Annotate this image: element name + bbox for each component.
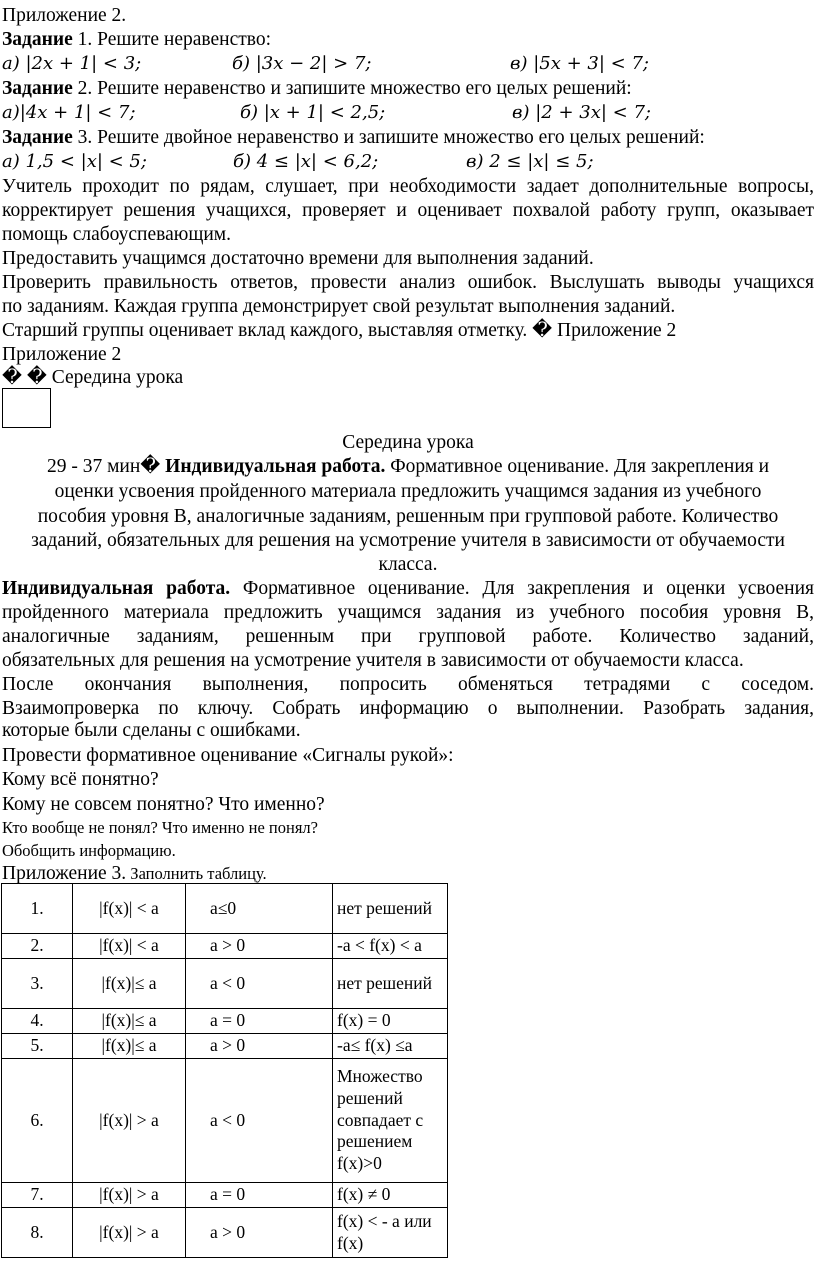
row-result: f(x) = 0: [333, 1009, 448, 1034]
row-result: нет решений: [333, 884, 448, 934]
individual-work-line-1-text: Формативное оценивание. Для закрепления и оценки усвоения: [230, 578, 814, 599]
individual-work-centered-line-2: оценки усвоения пройденного материала предложить учащимся задания из учебного: [54, 481, 762, 502]
appendix-2-title: Приложение 2.: [2, 5, 127, 26]
summary-line: Обобщить информацию.: [2, 841, 176, 860]
inequality-table: [1, 883, 448, 1258]
group-leader-paragraph: Старший группы оценивает вклад каждого, выставляя отметку. � Приложение 2: [2, 320, 677, 341]
task-2-label: Задание: [2, 78, 73, 99]
row-result: f(x) < - a или f(x): [333, 1208, 448, 1258]
row-expression: |f(x)| > a: [73, 1208, 186, 1258]
table-row: [2, 884, 448, 934]
task-3-item-a: а) 1,5 < |x| < 5;: [2, 151, 147, 172]
row-result: нет решений: [333, 959, 448, 1009]
task-1-text: 1. Решите неравенство:: [72, 29, 272, 50]
table-row: [2, 1183, 448, 1208]
task-3-item-b: б) 4 ≤ |x| < 6,2;: [233, 151, 379, 172]
task-1-item-c: в) |5x + 3| < 7;: [510, 53, 649, 74]
formative-intro: Провести формативное оценивание «Сигналы рукой»:: [2, 745, 454, 766]
row-result: f(x) ≠ 0: [333, 1183, 448, 1208]
lesson-middle-title: Середина урока: [342, 432, 474, 453]
time-paragraph: Предоставить учащимся достаточно времени для выполнения заданий.: [2, 248, 594, 269]
task-3-item-c: в) 2 ≤ |x| ≤ 5;: [466, 151, 594, 172]
row-number: 1.: [2, 884, 73, 934]
row-number: 4.: [2, 1009, 73, 1034]
teacher-paragraph-line-2: корректирует решения учащихся, проверяет и оценивает похвалой работу групп, оказывает: [2, 200, 814, 221]
task-3-text: 3. Решите двойное неравенство и запишите множество его целых решений:: [72, 127, 705, 148]
row-expression: |f(x)|≤ a: [73, 1009, 186, 1034]
lesson-middle-marker: � � Середина урока: [2, 367, 184, 388]
row-condition: a < 0: [186, 1059, 333, 1183]
check-paragraph-line-1: Проверить правильность ответов, провести анализ ошибок. Выслушать выводы учащихся: [2, 272, 814, 293]
row-expression: |f(x)| < a: [73, 884, 186, 934]
teacher-paragraph-line-3: помощь слабоуспевающим.: [2, 224, 231, 245]
row-result: -a < f(x) < a: [333, 934, 448, 959]
row-expression: |f(x)| > a: [73, 1059, 186, 1183]
task-2-heading: [2, 77, 632, 101]
after-work-line-2: Взаимопроверка по ключу. Собрать информацию о выполнении. Разобрать задания,: [2, 698, 814, 719]
individual-work-label: Индивидуальная работа.: [2, 578, 231, 599]
time-range: 29 - 37 мин�: [46, 456, 166, 477]
individual-work-line-3: аналогичные заданиям, решенным при групповой работе. Количество заданий,: [2, 626, 814, 647]
task-1-label: Задание: [2, 29, 73, 50]
row-expression: |f(x)|≤ a: [73, 959, 186, 1009]
individual-work-centered-line-3: пособия уровня В, аналогичные заданиям, решенным при групповой работе. Количество: [37, 506, 779, 527]
table-row: [2, 959, 448, 1009]
table-row: [2, 1009, 448, 1034]
question-3: Кто вообще не понял? Что именно не понял?: [2, 818, 318, 837]
appendix-3-text: Заполнить таблицу.: [126, 864, 267, 883]
check-paragraph-line-2: по заданиям. Каждая группа демонстрирует свой результат выполнения заданий.: [2, 296, 676, 317]
appendix-2-reference: Приложение 2: [2, 344, 122, 365]
row-condition: a = 0: [186, 1009, 333, 1034]
row-number: 7.: [2, 1183, 73, 1208]
row-expression: |f(x)| > a: [73, 1183, 186, 1208]
table-row: [2, 1208, 448, 1258]
row-number: 8.: [2, 1208, 73, 1258]
individual-work-centered-line-1: [0, 455, 816, 479]
row-condition: a > 0: [186, 934, 333, 959]
individual-work-line-2: пройденного материала предложить учащимся задания из учебного пособия уровня В,: [2, 602, 814, 623]
row-condition: a = 0: [186, 1183, 333, 1208]
appendix-3-label: Приложение 3.: [2, 863, 127, 884]
empty-box: [2, 388, 51, 428]
row-number: 3.: [2, 959, 73, 1009]
task-3-label: Задание: [2, 127, 73, 148]
row-condition: a > 0: [186, 1208, 333, 1258]
individual-work-line-1: [2, 577, 814, 601]
task-2-item-a: а)|4x + 1| < 7;: [2, 102, 136, 123]
task-1-heading: [2, 28, 271, 52]
row-condition: a < 0: [186, 959, 333, 1009]
row-expression: |f(x)|≤ a: [73, 1034, 186, 1059]
individual-work-line-4: обязательных для решения на усмотрение учителя в зависимости от обучаемости класса.: [2, 650, 744, 671]
row-condition: a > 0: [186, 1034, 333, 1059]
question-1: Кому всё понятно?: [2, 769, 159, 790]
task-2-item-c: в) |2 + 3x| < 7;: [512, 102, 651, 123]
table-row: [2, 1034, 448, 1059]
row-number: 6.: [2, 1059, 73, 1183]
task-3-heading: [2, 126, 705, 150]
row-number: 2.: [2, 934, 73, 959]
row-number: 5.: [2, 1034, 73, 1059]
task-2-item-b: б) |x + 1| < 2,5;: [240, 102, 386, 123]
individual-work-centered-line-5: класса.: [378, 554, 438, 575]
after-work-line-3: которые были сделаны с ошибками.: [2, 720, 301, 741]
task-1-item-b: б) |3x − 2| > 7;: [232, 53, 372, 74]
row-expression: |f(x)| < a: [73, 934, 186, 959]
task-2-text: 2. Решите неравенство и запишите множество его целых решений:: [72, 78, 632, 99]
table-row: [2, 1059, 448, 1183]
after-work-line-1: После окончания выполнения, попросить обменяться тетрадями с соседом.: [2, 674, 814, 695]
individual-work-bold: Индивидуальная работа.: [165, 456, 386, 477]
teacher-paragraph-line-1: Учитель проходит по рядам, слушает, при необходимости задает дополнительные вопросы,: [2, 176, 814, 197]
individual-work-centered-line-4: заданий, обязательных для решения на усмотрение учителя в зависимости от обучаемости: [31, 530, 785, 551]
row-result: -a≤ f(x) ≤a: [333, 1034, 448, 1059]
table-row: [2, 934, 448, 959]
individual-work-centered-rest: Формативное оценивание. Для закрепления и: [385, 456, 770, 477]
row-result: Множество решений совпадает с решением f(x)>0: [333, 1059, 448, 1183]
question-2: Кому не совсем понятно? Что именно?: [2, 794, 325, 815]
task-1-item-a: а) |2x + 1| < 3;: [2, 53, 142, 74]
row-condition: a≤0: [186, 884, 333, 934]
